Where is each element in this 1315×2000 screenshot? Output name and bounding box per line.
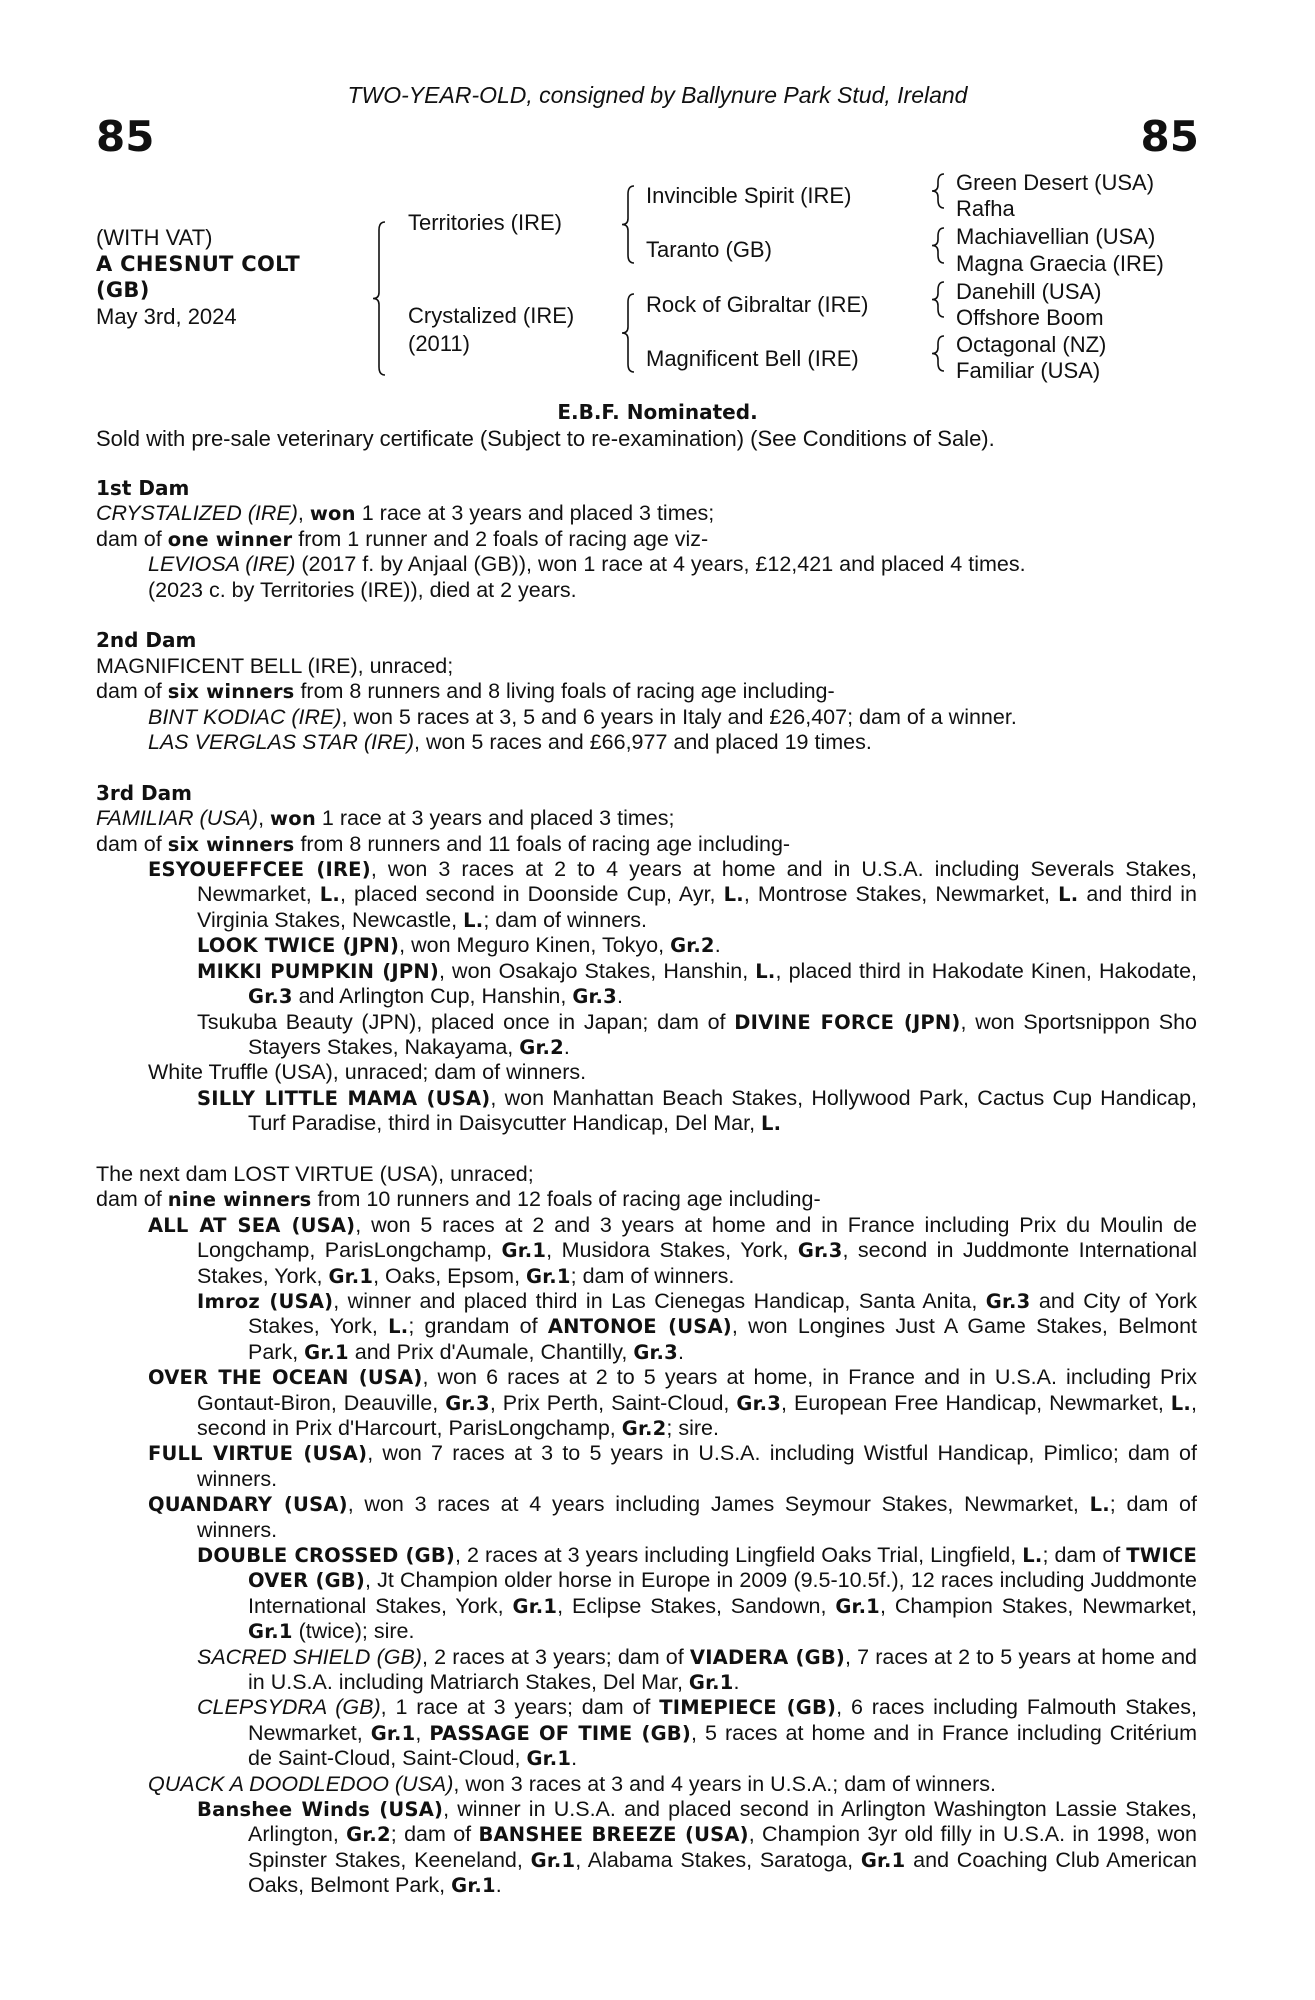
text: ; dam of winners. <box>197 1492 1197 1542</box>
bold-text: six winners <box>167 680 295 704</box>
bold-text: Gr.2 <box>670 934 715 958</box>
bold-text: L. <box>761 1112 782 1136</box>
italic-text: QUACK A DOODLEDOO (USA) <box>148 1771 454 1796</box>
text: , Alabama Stakes, Saratoga, <box>575 1847 861 1872</box>
text: , won 6 races at 2 to 5 years at home, in France and in U.S.A. including Prix Gontaut-Biron, Deauville, <box>197 1365 1198 1415</box>
foaling-date: May 3rd, 2024 <box>96 304 237 329</box>
gen3-7: Octagonal (NZ) <box>956 332 1107 357</box>
bold-text: BANSHEE BREEZE (USA) <box>478 1823 749 1847</box>
text: (2023 c. by Territories (IRE)), died at 2 years. <box>148 577 577 602</box>
text: and Prix d'Aumale, Chantilly, <box>348 1339 634 1364</box>
text: , won 5 races at 2 and 3 years at home and in France including Prix du Moulin de Longchamp, ParisLongchamp, <box>197 1212 1197 1263</box>
bold-text: one winner <box>167 527 293 551</box>
text: , won 3 races at 2 to 4 years at home and in U.S.A. including Severals Stakes, Newmarket, <box>197 857 1197 907</box>
bold-text: L. <box>463 908 484 932</box>
text: , won 7 races at 3 to 5 years in U.S.A. including Wistful Handicap, Pimlico; dam of winners. <box>197 1441 1197 1491</box>
bold-text: won <box>270 807 316 831</box>
text: , winner in U.S.A. and placed second in Arlington Washington Lassie Stakes, Arlington, <box>248 1797 1197 1847</box>
produce-entry <box>0 806 1197 831</box>
brace-icon <box>932 336 944 371</box>
brace-icon <box>932 282 944 317</box>
produce-entry <box>0 679 1197 704</box>
text: and third in Virginia Stakes, Newcastle, <box>197 882 1197 932</box>
produce-entry <box>0 1289 1197 1365</box>
text: , <box>297 501 310 526</box>
text: , Eclipse Stakes, Sandown, <box>557 1593 836 1618</box>
bold-text: FULL VIRTUE (USA) <box>148 1442 368 1466</box>
produce-entry <box>0 1441 1197 1492</box>
text: , won Manhattan Beach Stakes, Hollywood Park, Cactus Cup Handicap, Turf Paradise, third in Daisycutter Handicap, Del Mar, <box>248 1085 1197 1136</box>
produce-entry <box>0 959 1197 1010</box>
produce-entry <box>0 1213 1197 1289</box>
text: , winner and placed third in Las Cienegas Handicap, Santa Anita, <box>333 1288 986 1313</box>
dam-section <box>0 781 1197 1137</box>
text: . <box>677 1339 684 1364</box>
text: from 8 runners and 8 living foals of racing age including- <box>294 679 835 704</box>
text: dam of <box>96 1187 168 1212</box>
text: ; dam of <box>1042 1543 1127 1568</box>
text: from 1 runner and 2 foals of racing age viz- <box>292 526 709 551</box>
page-header: TWO-YEAR-OLD, consigned by Ballynure Park Stud, Ireland <box>347 82 968 108</box>
gen3-8: Familiar (USA) <box>956 358 1101 383</box>
produce-entry <box>0 1010 1197 1061</box>
text: ; sire. <box>666 1415 719 1440</box>
italic-text: BINT KODIAC (IRE) <box>148 704 342 729</box>
text: . <box>714 933 721 958</box>
sire-dam: Taranto (GB) <box>646 237 772 262</box>
text: , 2 races at 3 years including Lingfield Oaks Trial, Lingfield, <box>455 1543 1023 1568</box>
bold-text: Gr.1 <box>370 1721 416 1745</box>
section-heading: 3rd Dam <box>96 780 192 805</box>
bold-text: Gr.1 <box>530 1848 576 1872</box>
produce-entry <box>0 501 1197 526</box>
text: (2017 f. by Anjaal (GB)), won 1 race at 4 years, £12,421 and placed 4 times. <box>295 552 1026 577</box>
bold-text: Gr.3 <box>633 1340 678 1364</box>
dam-sire: Rock of Gibraltar (IRE) <box>646 292 869 317</box>
dam-year: (2011) <box>408 331 470 356</box>
bold-text: Gr.1 <box>501 1239 547 1263</box>
gen3-2: Rafha <box>956 196 1015 221</box>
produce-entry <box>0 1797 1197 1899</box>
produce-entry <box>0 857 1197 933</box>
italic-text: CRYSTALIZED (IRE) <box>96 501 298 526</box>
bold-text: L. <box>1170 1391 1192 1415</box>
text: , placed second in Doonside Cup, Ayr, <box>340 882 724 907</box>
bold-text: nine winners <box>167 1188 312 1212</box>
produce-entry <box>0 1060 1197 1085</box>
bold-text: Gr.1 <box>328 1264 374 1288</box>
ebf-nominated: E.B.F. Nominated. <box>557 400 758 424</box>
produce-record <box>0 476 1197 1924</box>
text: , 6 races including Falmouth Stakes, Newmarket, <box>248 1695 1197 1745</box>
dam-section <box>0 1162 1197 1899</box>
lot-number-left: 85 <box>96 112 155 161</box>
lot-number-right: 85 <box>1140 112 1199 161</box>
text: , Musidora Stakes, York, <box>546 1238 798 1263</box>
text: , second in Juddmonte International Stakes, York, <box>197 1238 1197 1288</box>
bold-text: ALL AT SEA (USA) <box>148 1213 356 1237</box>
sire: Territories (IRE) <box>408 210 563 235</box>
text: , 1 race at 3 years; dam of <box>380 1695 660 1720</box>
bold-text: Gr.3 <box>572 985 617 1009</box>
produce-entry <box>0 552 1197 577</box>
text: , Champion 3yr old filly in U.S.A. in 1998, won Spinster Stakes, Keeneland, <box>248 1822 1197 1872</box>
bold-text: Gr.3 <box>445 1391 490 1415</box>
bold-text: Gr.1 <box>860 1848 906 1872</box>
text: , won Osakajo Stakes, Hanshin, <box>438 958 756 983</box>
bold-text: ESYOUEFFCEE (IRE) <box>148 858 371 882</box>
bold-text: L. <box>1089 1493 1110 1517</box>
text: ; grandam of <box>408 1314 548 1339</box>
text: , placed third in Hakodate Kinen, Hakodate, <box>775 958 1197 983</box>
text: , won Meguro Kinen, Tokyo, <box>399 933 671 958</box>
text: from 8 runners and 11 foals of racing age including- <box>294 831 791 856</box>
bold-text: QUANDARY (USA) <box>148 1493 348 1517</box>
text: ; dam of winners. <box>570 1263 735 1288</box>
bold-text: DIVINE FORCE (JPN) <box>734 1010 961 1034</box>
text: , won 5 races and £66,977 and placed 19 times. <box>414 730 872 755</box>
text: 1 race at 3 years and placed 3 times; <box>355 501 715 526</box>
brace-icon <box>622 294 634 372</box>
bold-text: Imroz (USA) <box>197 1289 334 1313</box>
bold-text: Banshee Winds (USA) <box>197 1798 444 1822</box>
text: , <box>415 1720 430 1745</box>
italic-text: SACRED SHIELD (GB) <box>197 1644 422 1669</box>
bold-text: Gr.2 <box>346 1823 391 1847</box>
gen3-6: Offshore Boom <box>956 305 1104 330</box>
bold-text: won <box>309 502 356 526</box>
text: (twice); sire. <box>292 1619 415 1644</box>
text: . <box>563 1034 570 1059</box>
bold-text: L. <box>319 883 340 907</box>
brace-icon <box>932 174 944 208</box>
gen3-1: Green Desert (USA) <box>956 170 1155 195</box>
text: , second in Prix d'Harcourt, ParisLongchamp, <box>197 1390 1198 1440</box>
italic-text: LAS VERGLAS STAR (IRE) <box>148 730 415 755</box>
produce-entry <box>0 1695 1197 1771</box>
bold-text: VIADERA (GB) <box>689 1645 846 1669</box>
bold-text: Gr.1 <box>248 1620 293 1644</box>
text: , won 3 races at 3 and 4 years in U.S.A.; dam of winners. <box>453 1771 996 1796</box>
text: , Montrose Stakes, Newmarket, <box>743 882 1059 907</box>
brace-icon <box>373 222 385 375</box>
gen3-5: Danehill (USA) <box>956 279 1102 304</box>
bold-text: LOOK TWICE (JPN) <box>197 934 400 958</box>
produce-entry <box>0 1772 1197 1797</box>
bold-text: TIMEPIECE (GB) <box>659 1696 837 1720</box>
brace-icon <box>932 228 944 263</box>
text: MAGNIFICENT BELL (IRE), unraced; <box>96 653 454 678</box>
bold-text: Gr.1 <box>526 1747 572 1771</box>
text: dam of <box>96 831 168 856</box>
text: , Jt Champion older horse in Europe in 2009 (9.5-10.5f.), 12 races including Juddmonte International Stakes, York, <box>248 1568 1197 1618</box>
bold-text: ANTONOE (USA) <box>547 1315 732 1339</box>
bold-text: PASSAGE OF TIME (GB) <box>429 1721 691 1745</box>
produce-entry <box>0 654 1197 679</box>
text: , won 3 races at 4 years including James Seymour Stakes, Newmarket, <box>347 1492 1090 1517</box>
bold-text: Gr.2 <box>621 1416 667 1440</box>
bold-text: Gr.1 <box>304 1340 349 1364</box>
produce-entry <box>0 933 1197 958</box>
text: and Arlington Cup, Hanshin, <box>292 984 573 1009</box>
italic-text: CLEPSYDRA (GB) <box>197 1695 381 1720</box>
text: and Coaching Club American Oaks, Belmont Park, <box>248 1847 1197 1898</box>
section-heading: 2nd Dam <box>96 628 197 653</box>
bold-text: six winners <box>167 832 295 856</box>
bold-text: OVER THE OCEAN (USA) <box>148 1366 423 1390</box>
text: , 5 races at home and in France including Critérium de Saint-Cloud, Saint-Cloud, <box>248 1720 1197 1771</box>
bold-text: L. <box>723 883 744 907</box>
sire-sire: Invincible Spirit (IRE) <box>646 183 852 208</box>
text: The next dam LOST VIRTUE (USA), unraced; <box>96 1161 534 1186</box>
produce-entry <box>0 527 1197 552</box>
text: , 7 races at 2 to 5 years at home and in U.S.A. including Matriarch Stakes, Del Mar, <box>248 1644 1198 1695</box>
bold-text: Gr.3 <box>797 1239 843 1263</box>
text: from 10 runners and 12 foals of racing age including- <box>311 1187 821 1212</box>
text: , 2 races at 3 years; dam of <box>421 1644 690 1669</box>
produce-entry <box>0 1543 1197 1645</box>
bold-text: Gr.3 <box>736 1391 781 1415</box>
dam-section <box>0 628 1197 755</box>
gen3-3: Machiavellian (USA) <box>956 224 1156 249</box>
text: dam of <box>96 526 168 551</box>
text: . <box>616 984 623 1009</box>
text: 1 race at 3 years and placed 3 times; <box>315 806 675 831</box>
text: , won Longines Just A Game Stakes, Belmont Park, <box>248 1314 1197 1364</box>
bold-text: DOUBLE CROSSED (GB) <box>197 1544 456 1568</box>
bold-text: Gr.3 <box>248 985 293 1009</box>
dam: Crystalized (IRE) <box>408 303 575 328</box>
italic-text: LEVIOSA (IRE) <box>148 552 296 577</box>
bold-text: Gr.2 <box>519 1035 564 1059</box>
bold-text: L. <box>1022 1544 1043 1568</box>
text: dam of <box>96 679 168 704</box>
vat-note: (WITH VAT) <box>96 225 213 250</box>
bold-text: SILLY LITTLE MAMA (USA) <box>197 1086 491 1110</box>
bold-text: Gr.1 <box>512 1594 558 1618</box>
text: , won 5 races at 3, 5 and 6 years in Italy and £26,407; dam of a winner. <box>341 704 1017 729</box>
produce-entry <box>0 578 1197 603</box>
text: . <box>733 1670 740 1695</box>
produce-entry <box>0 1162 1197 1187</box>
text: . <box>495 1873 502 1898</box>
horse-country: (GB) <box>96 278 150 302</box>
produce-entry <box>0 1365 1197 1441</box>
bold-text: L. <box>755 959 776 983</box>
produce-entry <box>0 730 1197 755</box>
horse-name: A CHESNUT COLT <box>96 252 300 276</box>
gen3-4: Magna Graecia (IRE) <box>956 251 1164 276</box>
text: White Truffle (USA), unraced; dam of winners. <box>148 1060 587 1085</box>
text: , Oaks, Epsom, <box>373 1263 527 1288</box>
text: , Champion Stakes, Newmarket, <box>879 1593 1197 1618</box>
bold-text: Gr.1 <box>688 1671 734 1695</box>
bold-text: L. <box>388 1315 409 1339</box>
brace-icon <box>622 186 634 263</box>
sale-note: Sold with pre-sale veterinary certificate (Subject to re-examination) (See Conditions of Sale). <box>96 426 995 451</box>
text: , <box>258 806 271 831</box>
bold-text: Gr.3 <box>985 1289 1031 1313</box>
produce-entry <box>0 705 1197 730</box>
section-heading: 1st Dam <box>96 476 190 500</box>
produce-entry <box>0 1645 1197 1696</box>
bold-text: Gr.1 <box>835 1594 880 1618</box>
dam-dam: Magnificent Bell (IRE) <box>646 346 859 371</box>
bold-text: Gr.1 <box>451 1874 496 1898</box>
dam-section <box>0 476 1197 603</box>
produce-entry <box>0 1086 1197 1137</box>
produce-entry <box>0 1187 1197 1212</box>
bold-text: TWICE OVER (GB) <box>248 1544 1197 1593</box>
bold-text: L. <box>1058 883 1079 907</box>
text: and City of York Stakes, York, <box>248 1288 1197 1339</box>
bold-text: MIKKI PUMPKIN (JPN) <box>197 959 439 983</box>
text: ; dam of <box>390 1822 479 1847</box>
bold-text: Gr.1 <box>526 1264 571 1288</box>
text: . <box>571 1746 578 1771</box>
text: , European Free Handicap, Newmarket, <box>781 1390 1171 1415</box>
italic-text: FAMILIAR (USA) <box>96 806 259 831</box>
text: Tsukuba Beauty (JPN), placed once in Japan; dam of <box>197 1009 735 1034</box>
produce-entry <box>0 832 1197 857</box>
produce-entry <box>0 1492 1197 1543</box>
text: ; dam of winners. <box>483 907 648 932</box>
text: , won Sportsnippon Sho Stayers Stakes, Nakayama, <box>248 1009 1197 1059</box>
text: , Prix Perth, Saint-Cloud, <box>489 1390 737 1415</box>
